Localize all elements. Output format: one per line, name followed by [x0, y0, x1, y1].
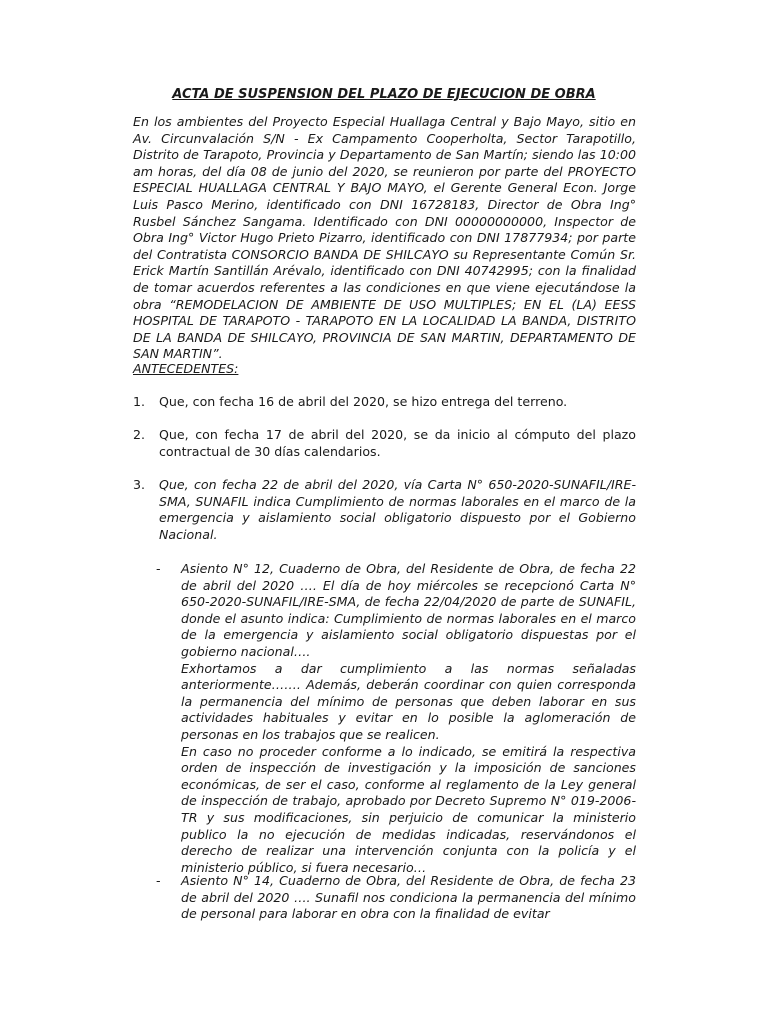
sub-list-text: [181, 873, 636, 923]
list-item-number: 1.: [133, 394, 146, 409]
sub-list-item: [156, 873, 636, 923]
list-item-text: Que, con fecha 22 de abril del 2020, vía Carta N° 650-2020-SUNAFIL/IRE-SMA, SUNAFIL indica Cumplimiento de normas laborales en el marco de la emergencia y aislamiento social obligatorio dispuesto por el Gobierno Nacional.: [159, 477, 636, 542]
sub-paragraph: Asiento N° 12, Cuaderno de Obra, del Residente de Obra, de fecha 22 de abril del 2020 …. El día de hoy miércoles se recepcionó Carta N° 650-2020-SUNAFIL/IRE-SMA, de fecha 22/04/2020 de parte de SUNAFIL, donde el asunto indica: Cumplimiento de normas laborales en el marco de la emergencia y aislamiento social obligatorio dispuestas por el gobierno nacional….: [181, 561, 636, 659]
list-item-text: Que, con fecha 17 de abril del 2020, se da inicio al cómputo del plazo contractual de 30 días calendarios.: [159, 427, 636, 459]
list-item: [133, 427, 636, 460]
list-item: [133, 477, 636, 543]
sub-list-text: [181, 561, 636, 876]
list-item-number: 2.: [133, 427, 146, 442]
sub-paragraph: Exhortamos a dar cumplimiento a las normas señaladas anteriormente……. Además, deberán coordinar con quien corresponda la permanencia del mínimo de personas que deben laborar en sus actividades habituales y evitar en lo posible la aglomeración de personas en los trabajos que se realicen.: [181, 660, 636, 742]
list-item: [133, 394, 636, 411]
sub-list-dash: -: [156, 873, 161, 888]
document-title: ACTA DE SUSPENSION DEL PLAZO DE EJECUCION DE OBRA: [172, 87, 596, 102]
antecedentes-heading: ANTECEDENTES:: [133, 361, 239, 376]
intro-paragraph: En los ambientes del Proyecto Especial Huallaga Central y Bajo Mayo, sitio en Av. Circunvalación S/N - Ex Campamento Cooperholta, Sector Tarapotillo, Distrito de Tarapoto, Provincia y Departamento de San Martín; siendo las 10:00 am horas, del día 08 de junio del 2020, se reunieron por parte del PROYECTO ESPECIAL HUALLAGA CENTRAL Y BAJO MAYO, el Gerente General Econ. Jorge Luis Pasco Merino, identificado con DNI 16728183, Director de Obra Ing° Rusbel Sánchez Sangama. Identificado con DNI 00000000000, Inspector de Obra Ing° Victor Hugo Prieto Pizarro, identificado con DNI 17877934; por parte del Contratista CONSORCIO BANDA DE SHILCAYO su Representante Común Sr. Erick Martín Santillán Arévalo, identificado con DNI 40742995; con la finalidad de tomar acuerdos referentes a las condiciones en que viene ejecutándose la obra “REMODELACION DE AMBIENTE DE USO MULTIPLES; EN EL (LA) EESS HOSPITAL DE TARAPOTO - TARAPOTO EN LA LOCALIDAD LA BANDA, DISTRITO DE LA BANDA DE SHILCAYO, PROVINCIA DE SAN MARTIN, DEPARTAMENTO DE SAN MARTIN”.: [133, 114, 636, 362]
sub-paragraph: En caso no proceder conforme a lo indicado, se emitirá la respectiva orden de inspección de investigación y la imposición de sanciones económicas, de ser el caso, conforme al reglamento de la Ley general de inspección de trabajo, aprobado por Decreto Supremo N° 019-2006-TR y sus modificaciones, sin perjuicio de comunicar la ministerio publico la no ejecución de medidas indicadas, reservándonos el derecho de realizar una intervención conjunta con la policía y el ministerio público, si fuera necesario…: [181, 743, 636, 875]
sub-list-dash: -: [156, 561, 161, 576]
sub-list-item: [156, 561, 636, 876]
list-item-text: Que, con fecha 16 de abril del 2020, se hizo entrega del terreno.: [159, 394, 568, 409]
sub-paragraph: Asiento N° 14, Cuaderno de Obra, del Residente de Obra, de fecha 23 de abril del 2020 …. Sunafil nos condiciona la permanencia del mínimo de personal para laborar en obra con la finalidad de evitar: [181, 873, 636, 922]
list-item-number: 3.: [133, 477, 146, 492]
